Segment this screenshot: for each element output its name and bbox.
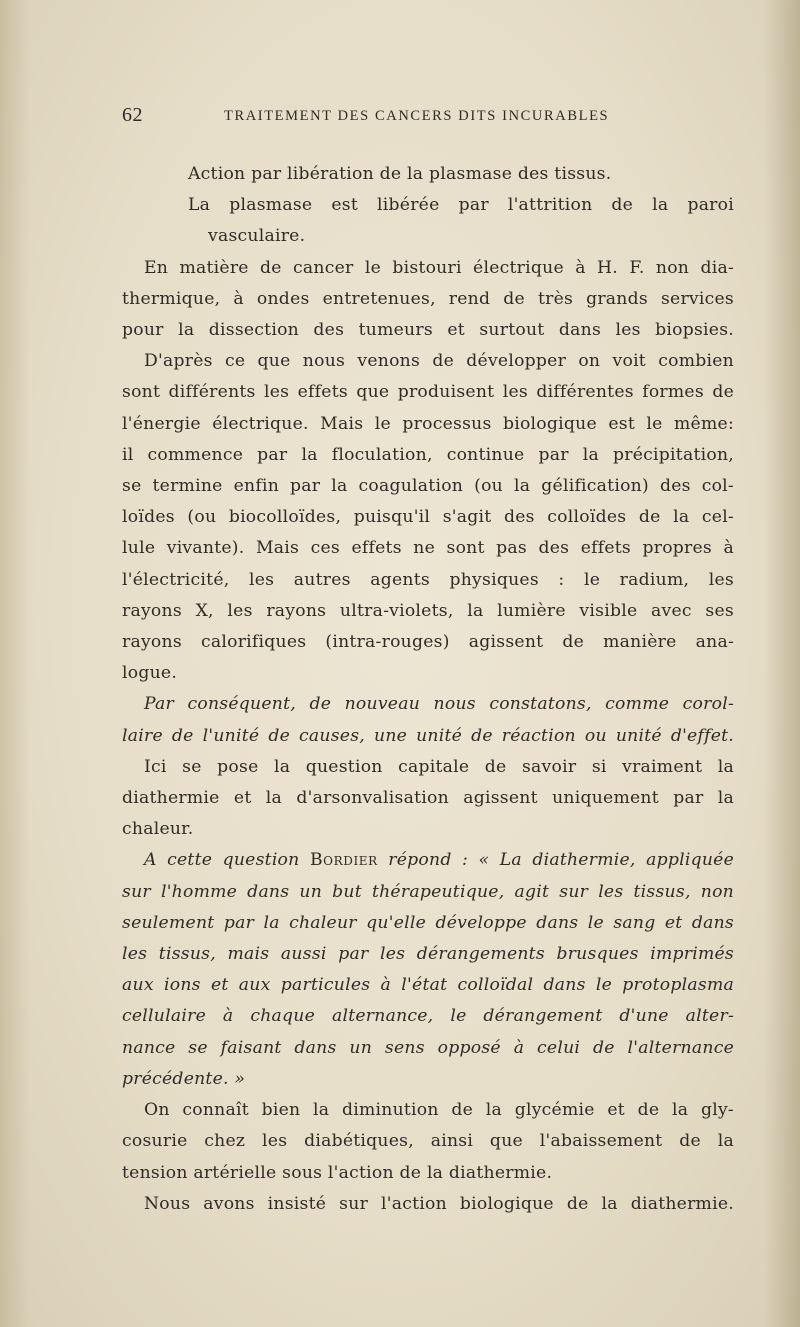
text-line: sont différents les effets que produisent les différentes formes de: [122, 382, 734, 403]
running-header: [122, 104, 742, 128]
text-line: les tissus, mais aussi par les dérangements brusques imprimés: [122, 944, 734, 965]
text-line: nance se faisant dans un sens opposé à celui de l'alternance: [122, 1037, 734, 1058]
text-line: logue.: [122, 663, 178, 684]
text-line: diathermie et la d'arsonvalisation agissent uniquement par la: [122, 788, 734, 809]
text-line: précédente. »: [122, 1068, 246, 1089]
quote-open: répond : « La diathermie, appliquée: [377, 850, 734, 871]
paragraph-glycemie: [122, 1095, 734, 1189]
text-line: pour la dissection des tumeurs et surtout dans les biopsies.: [122, 320, 734, 341]
text-line: [122, 845, 734, 876]
text-line: tension artérielle sous l'action de la diathermie.: [122, 1162, 553, 1183]
running-title: TRAITEMENT DES CANCERS DITS INCURABLES: [224, 108, 610, 124]
author-name: Bordier: [309, 850, 378, 871]
text-line: se termine enfin par la coagulation (ou la gélification) des col-: [122, 476, 734, 497]
paragraph-insiste: [122, 1189, 734, 1220]
text-line: lule vivante). Mais ces effets ne sont pas des effets propres à: [122, 538, 734, 559]
text-line: On connaît bien la diminution de la glycémie et de la gly-: [144, 1100, 734, 1121]
page-shadow-right: [764, 0, 800, 1327]
text-line: laire de l'unité de causes, une unité de réaction ou unité d'effet.: [122, 725, 734, 746]
text-line: En matière de cancer le bistouri électrique à H. F. non dia-: [144, 257, 734, 278]
paragraph-plasmase: [122, 159, 734, 253]
page-shadow-left: [0, 0, 30, 1327]
text-line: rayons calorifiques (intra-rouges) agissent de manière ana-: [122, 632, 734, 653]
text-line: thermique, à ondes entretenues, rend de très grands services: [122, 288, 734, 309]
page-number: 62: [122, 104, 143, 126]
paragraph-bistouri: [122, 253, 734, 347]
paragraph-processus: [122, 346, 734, 689]
text-line: cosurie chez les diabétiques, ainsi que l'abaissement de la: [122, 1131, 734, 1152]
paragraph-consequent: [122, 689, 734, 751]
text-line: Action par libération de la plasmase des tissus.: [188, 164, 612, 184]
text-line: chaleur.: [122, 819, 194, 840]
text-line: D'après ce que nous venons de développer on voit combien: [144, 351, 734, 372]
text-line: l'électricité, les autres agents physiques : le radium, les: [122, 569, 734, 590]
text-line: cellulaire à chaque alternance, le dérangement d'une alter-: [122, 1006, 734, 1027]
text-line: loïdes (ou biocolloïdes, puisqu'il s'agit des colloïdes de la cel-: [122, 507, 734, 528]
text-line: Ici se pose la question capitale de savoir si vraiment la: [144, 756, 734, 777]
text-line: seulement par la chaleur qu'elle développe dans le sang et dans: [122, 912, 734, 933]
page-body: [122, 159, 734, 1220]
text-line: La plasmase est libérée par l'attrition de la paroi: [188, 195, 734, 216]
text-line: sur l'homme dans un but thérapeutique, agit sur les tissus, non: [122, 881, 734, 902]
paragraph-question: [122, 752, 734, 846]
paragraph-bordier-quote: [122, 845, 734, 1095]
text-line: Par conséquent, de nouveau nous constatons, comme corol-: [144, 694, 734, 715]
quote-intro: A cette question: [144, 850, 310, 871]
text-line: aux ions et aux particules à l'état colloïdal dans le protoplasma: [122, 975, 734, 996]
text-line: il commence par la floculation, continue par la précipitation,: [122, 444, 734, 465]
text-line: Nous avons insisté sur l'action biologique de la diathermie.: [144, 1193, 734, 1214]
text-line: vasculaire.: [208, 226, 306, 247]
text-line: rayons X, les rayons ultra-violets, la lumière visible avec ses: [122, 600, 734, 621]
text-line: l'énergie électrique. Mais le processus biologique est le même:: [122, 413, 734, 434]
